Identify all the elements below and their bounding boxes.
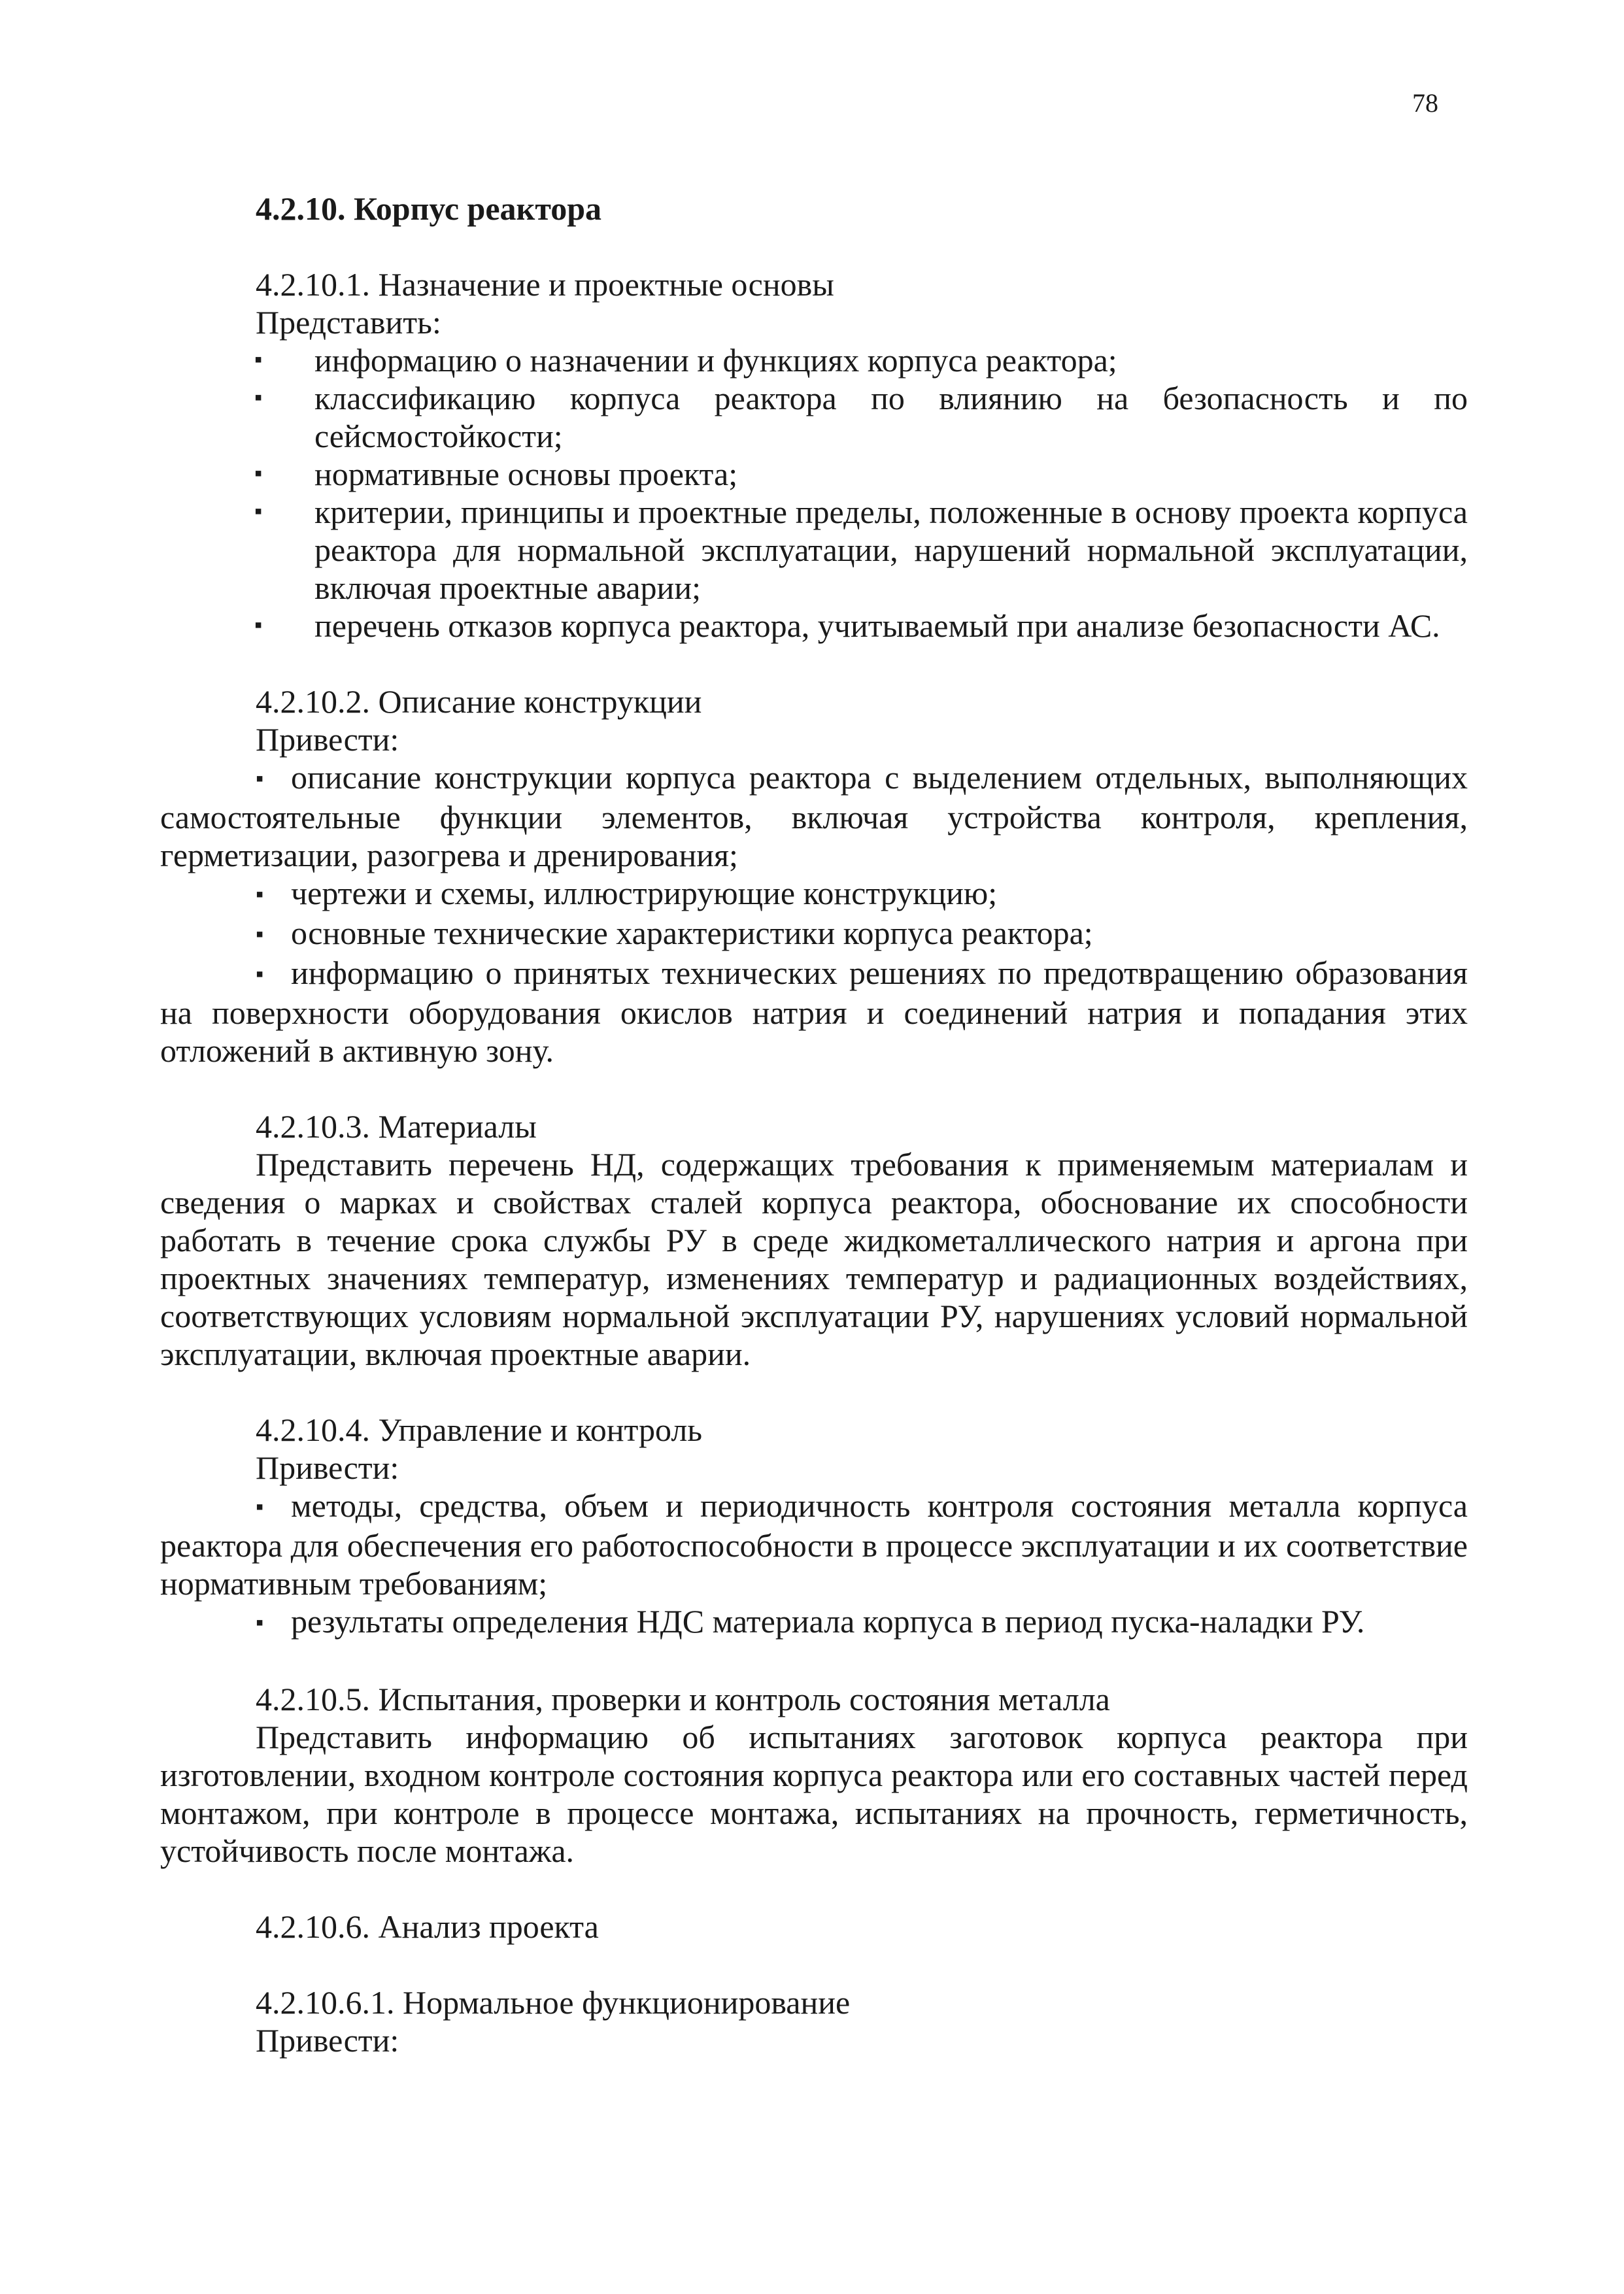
list-item (160, 914, 1468, 954)
subsection-heading-materials: 4.2.10.3. Материалы (256, 1108, 537, 1145)
bullet-icon: ▪ (254, 348, 263, 372)
list-item-text: результаты определения НДС материала корпуса в период пуска-наладки РУ. (291, 1603, 1365, 1640)
paragraph: Представить перечень НД, содержащих требования к применяемым материалам и сведения о марках и свойствах сталей корпуса реактора, обоснование их способности работать в течение срока службы РУ в среде жидкометаллического натрия и аргона при проектных значениях температур, изменениях температур и радиационных воздействиях, соответствующих условиям нормальной эксплуатации РУ, нарушениях условий нормальной эксплуатации, включая проектные аварии. (160, 1146, 1468, 1372)
list-item-text: перечень отказов корпуса реактора, учитываемый при анализе безопасности АС. (314, 607, 1440, 644)
subsection-heading-normal-operation: 4.2.10.6.1. Нормальное функционирование (256, 1984, 851, 2021)
list-item (160, 954, 1468, 1070)
bullet-icon: ▪ (254, 613, 263, 637)
subsection-heading-control: 4.2.10.4. Управление и контроль (256, 1411, 703, 1448)
bullet-icon: ▪ (254, 462, 263, 486)
paragraph: Представить информацию об испытаниях заготовок корпуса реактора при изготовлении, входном контроле состояния корпуса реактора или его составных частей перед монтажом, при контроле в процессе монтажа, испытаниях на прочность, герметичность, устойчивость после монтажа. (160, 1719, 1468, 1869)
page-number: 78 (1412, 88, 1438, 118)
list-item-text: нормативные основы проекта; (314, 456, 738, 492)
list-item (160, 455, 1468, 493)
bullet-icon: ▪ (256, 1611, 264, 1635)
list-item (160, 874, 1468, 914)
subsection-heading-analysis: 4.2.10.6. Анализ проекта (256, 1908, 599, 1945)
subsection-heading-design: 4.2.10.2. Описание конструкции (256, 683, 702, 720)
list-item (160, 607, 1468, 645)
document-body (160, 190, 1468, 2059)
section-title: 4.2.10. Корпус реактора (256, 190, 602, 227)
lead-text: Привести: (256, 721, 399, 758)
bullet-icon: ▪ (254, 499, 263, 524)
lead-text: Представить: (256, 304, 441, 341)
list-item (160, 379, 1468, 455)
list-item (160, 493, 1468, 607)
bullet-icon: ▪ (254, 386, 263, 410)
list-item-text: чертежи и схемы, иллюстрирующие конструкцию; (291, 875, 998, 911)
bullet-icon: ▪ (256, 883, 264, 907)
list-item (160, 1602, 1468, 1642)
bullet-icon: ▪ (256, 922, 264, 947)
lead-text: Привести: (256, 2022, 399, 2059)
list-item (160, 1487, 1468, 1602)
bullet-icon: ▪ (256, 1495, 264, 1519)
bullet-icon: ▪ (256, 767, 264, 791)
bullet-icon: ▪ (256, 962, 264, 987)
list-item-text: информацию о принятых технических решениях по предотвращению образования на поверхности оборудования окислов натрия и соединений натрия и попадания этих отложений в активную зону. (160, 954, 1468, 1069)
list-item-text: методы, средства, объем и периодичность контроля состояния металла корпуса реактора для обеспечения его работоспособности в процессе эксплуатации и их соответствие нормативным требованиям; (160, 1487, 1468, 1602)
lead-text: Привести: (256, 1449, 399, 1486)
list-item-text: классификацию корпуса реактора по влиянию на безопасность и по сейсмостойкости; (314, 380, 1468, 454)
list-item-text: критерии, принципы и проектные пределы, положенные в основу проекта корпуса реактора для нормальной эксплуатации, нарушений нормальной эксплуатации, включая проектные аварии; (314, 494, 1468, 606)
list-item-text: информацию о назначении и функциях корпуса реактора; (314, 342, 1117, 379)
list-item-text: основные технические характеристики корпуса реактора; (291, 915, 1093, 951)
subsection-heading-purpose: 4.2.10.1. Назначение и проектные основы (256, 266, 834, 303)
list-item-text: описание конструкции корпуса реактора с выделением отдельных, выполняющих самостоятельные функции элементов, включая устройства контроля, крепления, герметизации, разогрева и дренирования; (160, 759, 1468, 873)
list-item (160, 341, 1468, 379)
list-item (160, 758, 1468, 874)
subsection-heading-tests: 4.2.10.5. Испытания, проверки и контроль состояния металла (256, 1681, 1110, 1717)
